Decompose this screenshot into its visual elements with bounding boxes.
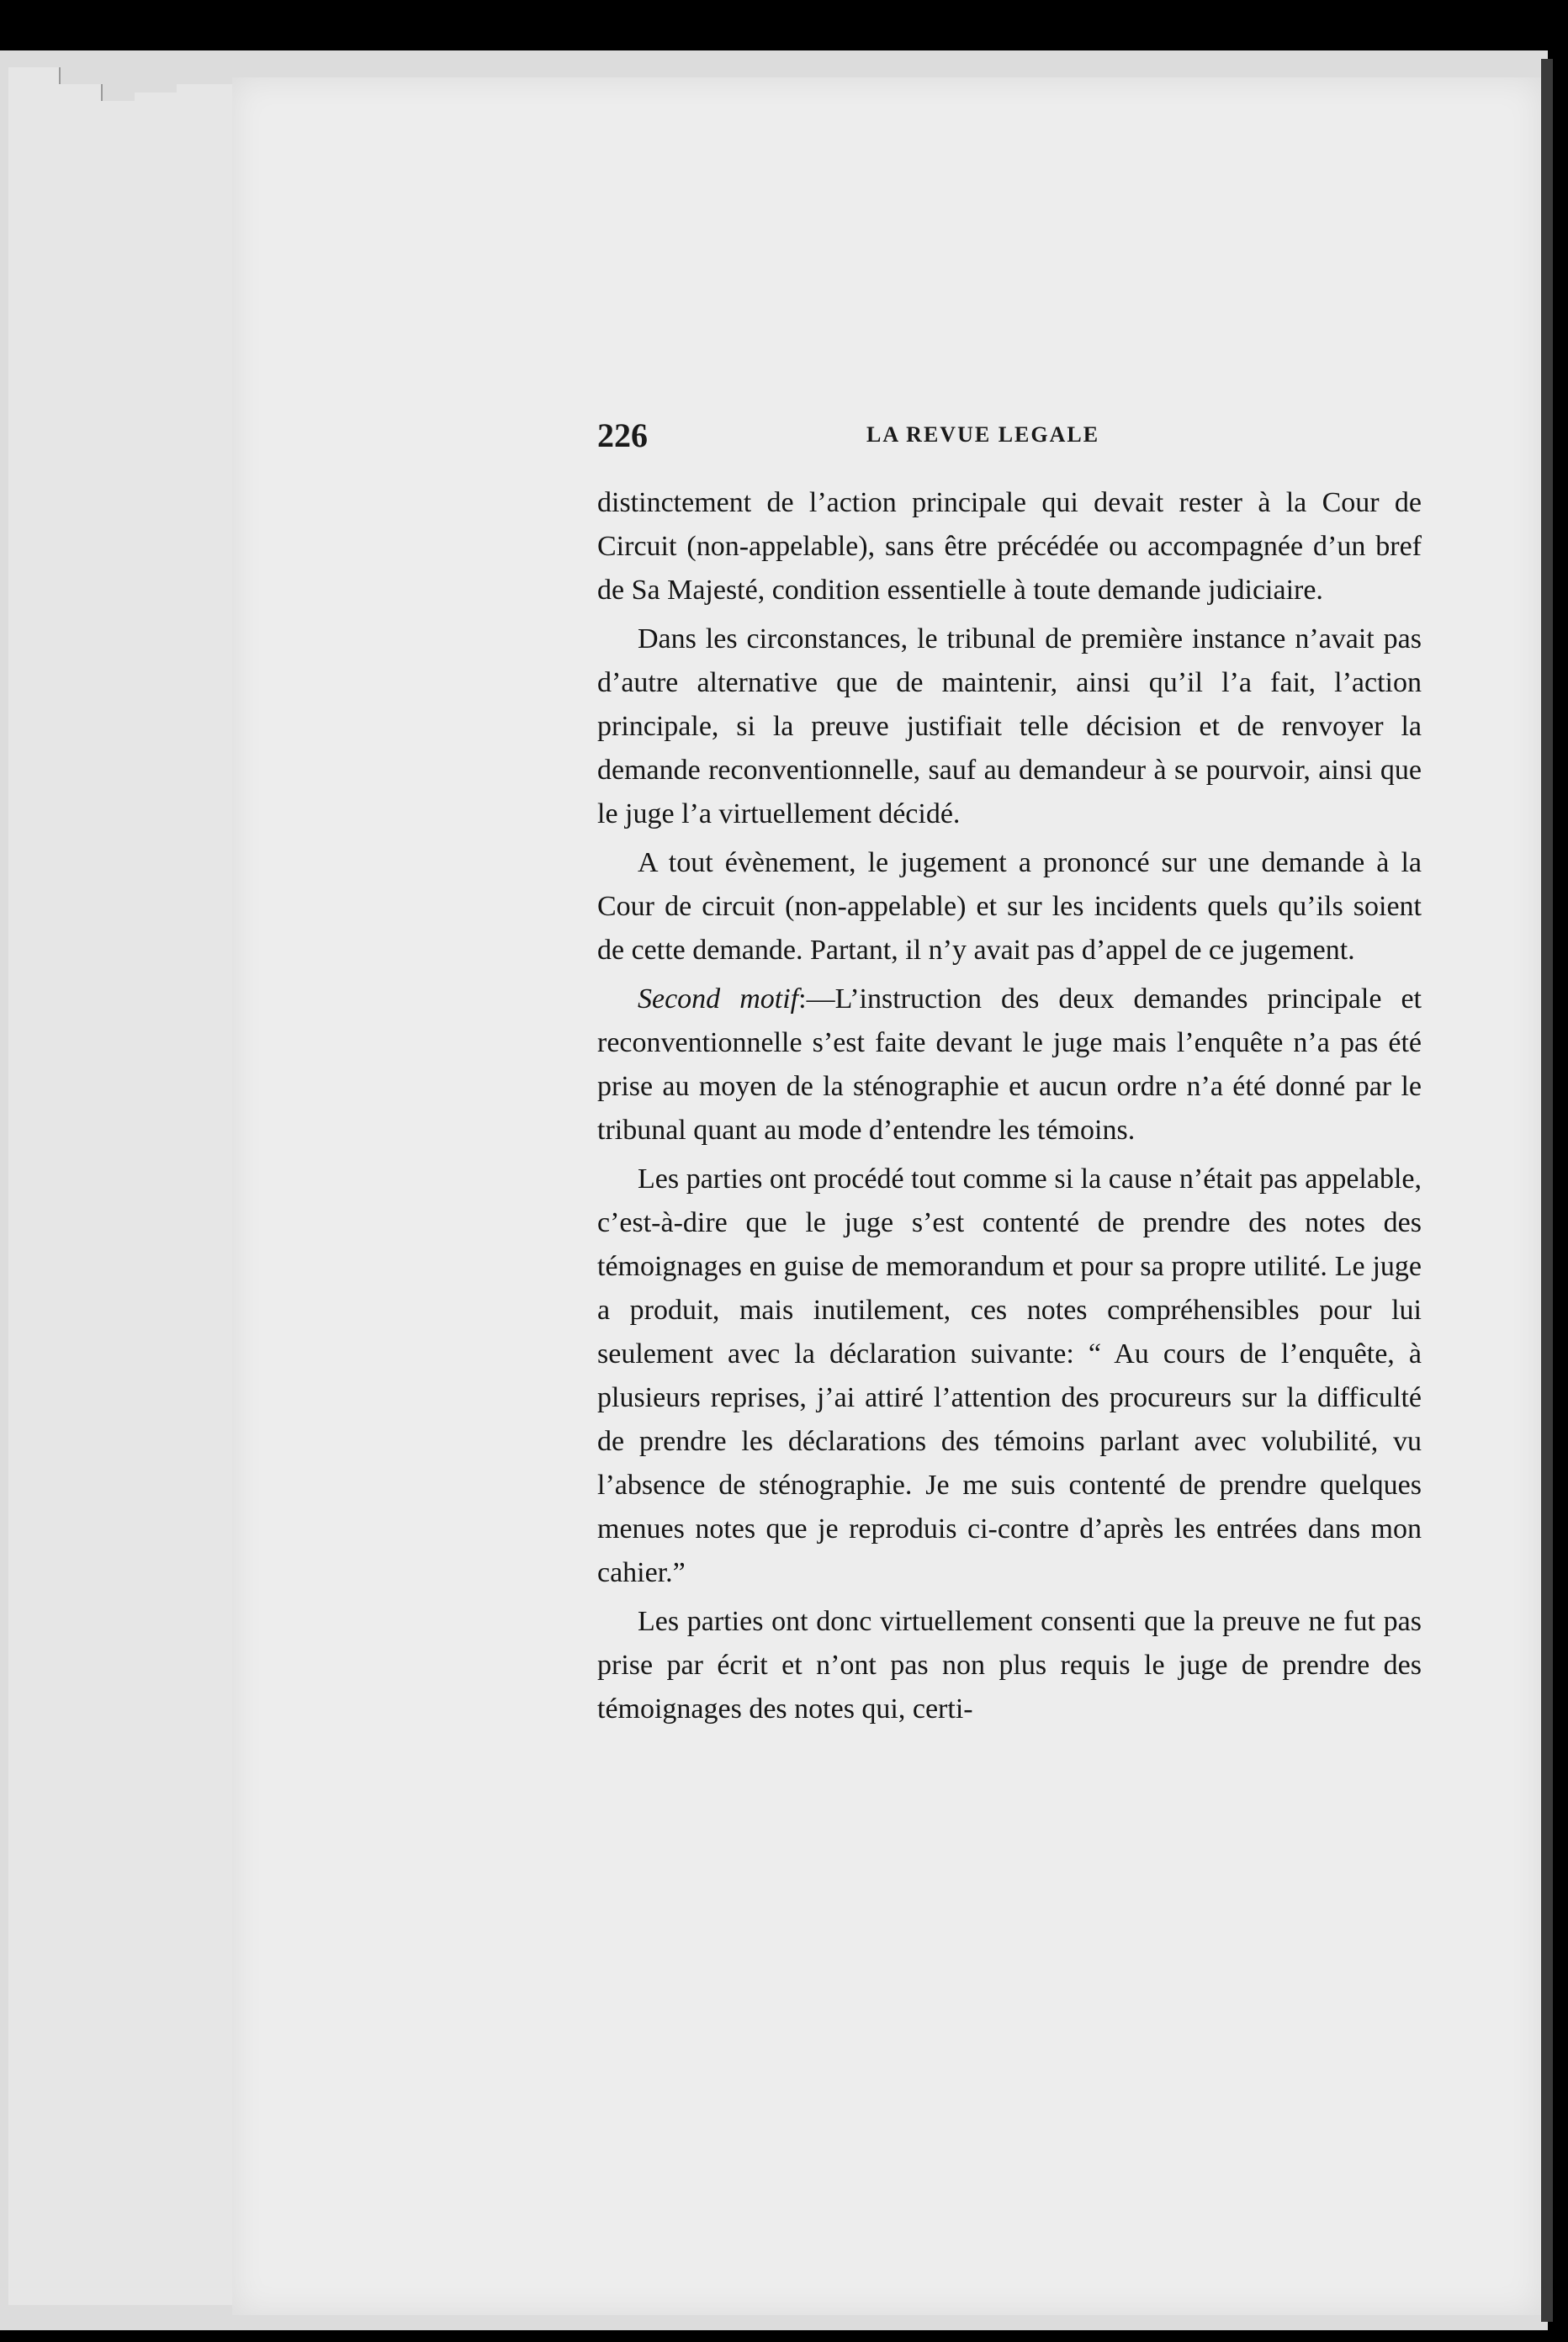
running-title: LA REVUE LEGALE: [866, 422, 1100, 447]
paragraph: A tout évènement, le jugement a prononcé sur une demande à la Cour de circuit (non-appelable) et sur les incidents quels qu’ils soient de cette demande. Partant, il n’y avait pas d’appel de ce jugement.: [597, 847, 1422, 966]
page-edge: [177, 84, 237, 2305]
paragraph: Les parties ont donc virtuellement consenti que la preuve ne fut pas prise par écrit et n’ont pas non plus requis le juge de prendre des témoignages des notes qui, certi-: [597, 1606, 1422, 1725]
page-header: [597, 416, 1136, 458]
paragraph-text: :—L’instruction des deux demandes principale et reconventionnelle s’est faite devant le juge mais l’enquête n’a pas été prise au moyen de la sténographie et aucun ordre n’a été donné par le tribunal quant au mode d’entendre les témoins.: [597, 983, 1422, 1146]
paragraph: [597, 978, 1422, 1152]
body-text: [597, 481, 1422, 1736]
paragraph: Dans les circonstances, le tribunal de première instance n’avait pas d’autre alternative que de maintenir, ainsi qu’il l’a fait, l’action principale, si la preuve justifiait telle décision et de renvoyer la demande reconventionnelle, sauf au demandeur à se pourvoir, ainsi que le juge l’a virtuellement décidé.: [597, 623, 1422, 829]
paragraph: Les parties ont procédé tout comme si la cause n’était pas appelable, c’est-à-dire que le juge s’est contenté de prendre des notes des témoignages en guise de memorandum et pour sa propre utilité. Le juge a produit, mais inutilement, ces notes compréhensibles pour lui seulement avec la déclaration suivante: “ Au cours de l’enquête, à plusieurs reprises, j’ai attiré l’attention des procureurs sur la difficulté de prendre les déclarations des témoins parlant avec volubilité, vu l’absence de sténographie. Je me suis contenté de prendre quelques menues notes que je reproduis ci-contre d’après les entrées dans mon cahier.”: [597, 1163, 1422, 1588]
page-binding-edge: [1541, 59, 1553, 2322]
page-number: 226: [597, 416, 648, 454]
italic-lead: Second motif: [638, 983, 799, 1015]
paragraph: distinctement de l’action principale qui devait rester à la Cour de Circuit (non-appelable), sans être précédée ou accompagnée d’un bref de Sa Majesté, condition essentielle à toute demande judiciaire.: [597, 487, 1422, 606]
